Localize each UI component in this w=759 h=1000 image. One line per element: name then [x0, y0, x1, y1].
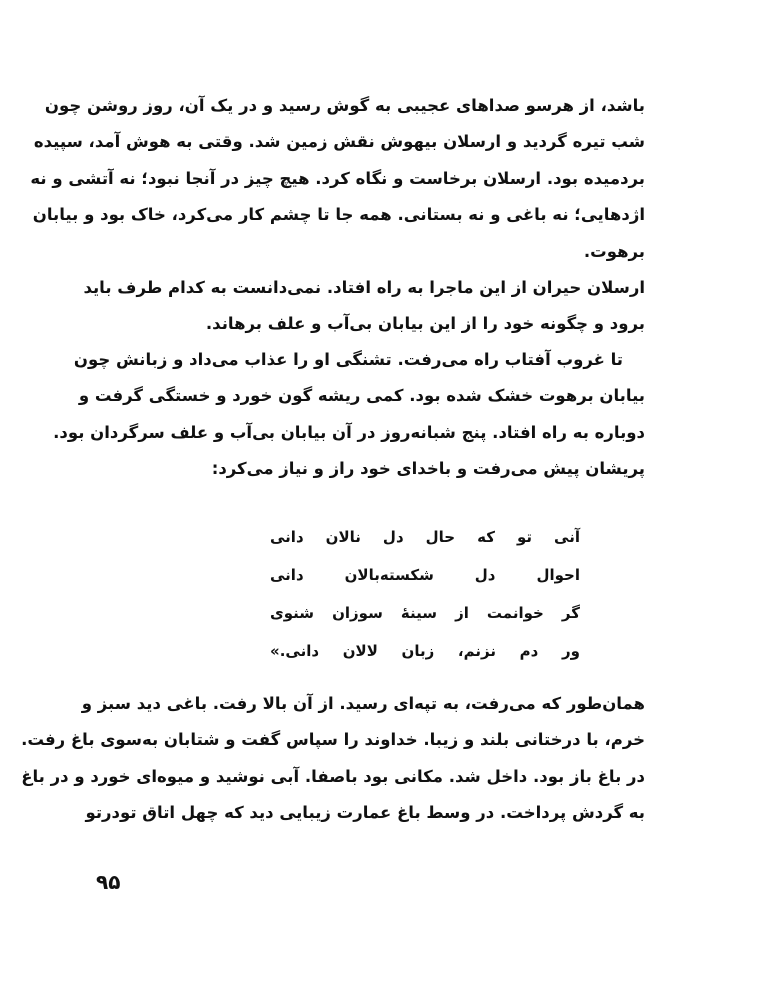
text-line: باشد، از هرسو صداهای عجیبی به گوش رسید و در یک آن، روز روشن چون	[44, 96, 645, 115]
paragraph-2	[83, 270, 645, 343]
text-line: برهوت.	[583, 241, 645, 261]
text-line: شب تیره گردید و ارسلان بیهوش نقش زمین شد. وقتی به هوش آمد، سپیده	[33, 132, 645, 152]
text-line: خرم، با درختانی بلند و زیبا. خداوند را سپاس گفت و شتابان به‌سوی باغ رفت.	[21, 730, 645, 750]
text-line: ارسلان حیران از این ماجرا به راه افتاد. نمی‌دانست به کدام طرف باید	[83, 278, 645, 297]
text-line: به گردش پرداخت. در وسط باغ عمارت زیبایی دید که چهل اتاق تودرتو	[85, 803, 645, 823]
text-line: دوباره به راه افتاد. پنج شبانه‌روز در آن بیابان بی‌آب و علف سرگردان بود.	[53, 422, 645, 442]
poem-verse: ور دم نزنم، زبان لالان دانی.»	[270, 642, 580, 660]
paragraph-3	[53, 342, 645, 488]
text-line: بردمیده بود. ارسلان برخاست و نگاه کرد. هیچ چیز در آنجا نبود؛ نه آتشی و نه	[30, 168, 645, 188]
text-line: در باغ باز بود. داخل شد. مکانی بود باصفا. آبی نوشید و میوه‌ای خورد و در باغ	[21, 766, 645, 786]
text-line: بیابان برهوت خشک شده بود. کمی ریشه گون خورد و خستگی گرفت و	[78, 386, 645, 406]
text-line: تا غروب آفتاب راه می‌رفت. تشنگی او را عذاب می‌داد و زبانش چون	[73, 350, 623, 369]
poem-verse: آنی تو که حال دل نالان دانی	[270, 528, 580, 546]
text-line: اژدهایی؛ نه باغی و نه بستانی. همه جا تا چشم کار می‌کرد، خاک بود و بیابان	[32, 205, 645, 225]
poem-quatrain	[270, 518, 580, 670]
poem-verse: احوال دل شکسته‌بالان دانی	[270, 566, 580, 584]
page-number: ۹۵	[96, 870, 121, 894]
paragraph-4	[21, 686, 645, 832]
text-line: همان‌طور که می‌رفت، به تپه‌ای رسید. از آن بالا رفت. باغی دید سبز و	[81, 694, 645, 713]
paragraph-1	[30, 88, 645, 270]
text-line: برود و چگونه خود را از این بیابان بی‌آب و علف برهاند.	[205, 314, 645, 334]
poem-verse: گر خوانمت از سینهٔ سوزان شنوی	[270, 604, 580, 622]
text-line: پریشان پیش می‌رفت و باخدای خود راز و نیاز می‌کرد:	[211, 459, 645, 479]
